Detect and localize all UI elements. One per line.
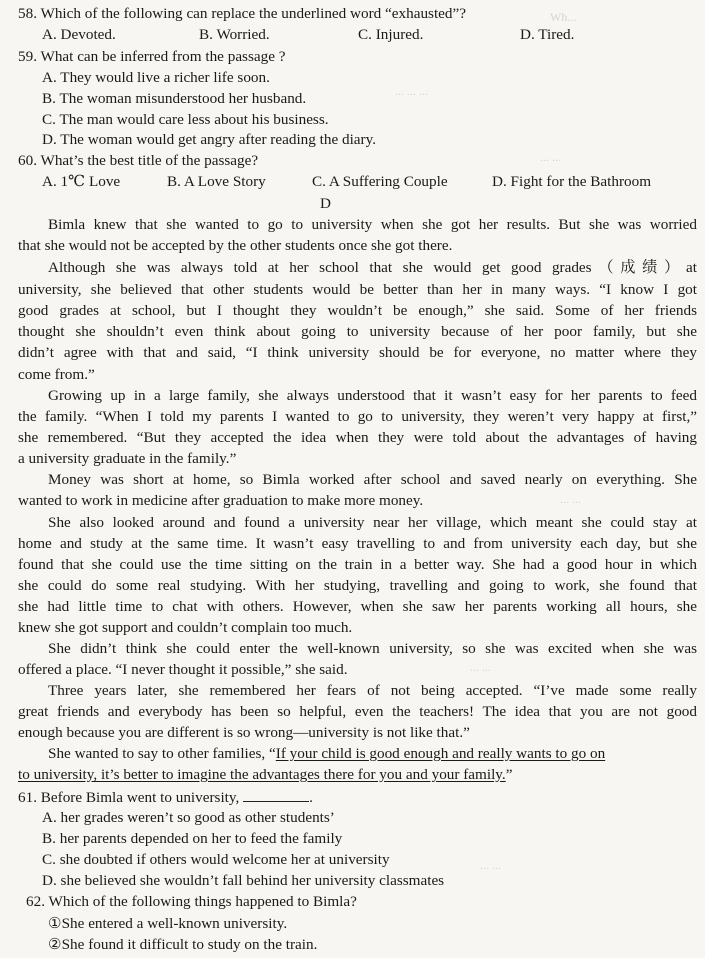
passage-last-intro: She wanted to say to other families, “	[48, 745, 276, 762]
passage-line-5: good grades at school, but I thought they wouldn’t be enough,” she said. Some of her friends	[18, 302, 697, 319]
passage-line-24: great friends and everybody has been so helpful, even the teachers! The idea that you are not good	[18, 703, 697, 720]
q62-stem: 62. Which of the following things happened to Bimla?	[26, 893, 357, 910]
passage-line-22: offered a place. “I never thought it possible,” she said.	[18, 661, 348, 678]
passage-line-17: found that she could use the time sitting on the train in a better way. She had a good hour in which	[18, 556, 697, 573]
passage-line-19: she had little time to chat with others. However, when she saw her parents working all hours, she	[18, 598, 697, 615]
q61-option-c[interactable]: C. she doubted if others would welcome her at university	[42, 851, 390, 868]
q58-option-b[interactable]: B. Worried.	[199, 26, 270, 43]
q61-option-d[interactable]: D. she believed she wouldn’t fall behind her university classmates	[42, 872, 445, 889]
q60-option-d[interactable]: D. Fight for the Bathroom	[492, 173, 652, 190]
passage-line-20: knew she got support and couldn’t complain too much.	[18, 619, 353, 636]
q59-option-c[interactable]: C. The man would care less about his business.	[42, 111, 329, 128]
passage-line-8: come from.”	[18, 366, 95, 383]
section-label: D	[320, 195, 331, 212]
q59-option-b[interactable]: B. The woman misunderstood her husband.	[42, 90, 307, 107]
q59-stem: 59. What can be inferred from the passage ?	[18, 48, 286, 65]
underlined-sentence-part-1: If your child is good enough and really wants to go on	[275, 745, 606, 762]
q62-item-2: ②She found it difficult to study on the train.	[48, 936, 318, 953]
q58-option-c[interactable]: C. Injured.	[358, 26, 424, 43]
passage-line-21: She didn’t think she could enter the well-known university, so she was excited when she was	[48, 640, 697, 657]
passage-line-26	[48, 744, 700, 764]
q60-option-a[interactable]: A. 1℃ Love	[42, 173, 121, 190]
q60-option-c[interactable]: C. A Suffering Couple	[312, 173, 448, 190]
passage-line-18: she could do some real studying. With her studying, travelling and going to work, she found that	[18, 577, 697, 594]
q61-option-a[interactable]: A. her grades weren’t so good as other students’	[42, 809, 335, 826]
q58-option-d[interactable]: D. Tired.	[520, 26, 575, 43]
q60-option-b[interactable]: B. A Love Story	[167, 173, 266, 190]
q59-option-d[interactable]: D. The woman would get angry after reading the diary.	[42, 131, 377, 148]
q61-stem-end: .	[309, 789, 313, 806]
passage-line-1: Bimla knew that she wanted to go to university when she got her results. But she was worried	[48, 216, 697, 233]
passage-line-16: home and study at the same time. It wasn’t easy travelling to and from university each day, but she	[18, 535, 697, 552]
q61-answer-blank[interactable]	[243, 787, 309, 802]
passage-line-10: the family. “When I told my parents I wanted to go to university, they weren’t very happy at first,”	[18, 408, 697, 425]
passage-line-3: Although she was always told at her school that she would get good grades（成绩）at	[48, 259, 697, 276]
passage-line-14: wanted to work in medicine after graduation to make more money.	[18, 492, 424, 509]
passage-line-4: university, she believed that other students would be better than her in many ways. “I know I got	[18, 281, 697, 298]
q59-option-a[interactable]: A. They would live a richer life soon.	[42, 69, 270, 86]
q60-stem: 60. What’s the best title of the passage?	[18, 152, 259, 169]
exam-page: Wh... ... ... ... ... ... ... ... ... ... ... ... 58. Which of the following can replace the underlined word “exhausted”? A. Devoted. B. Worried. C. Injured. D. Tired. 59. What can be inferred from the passage ? A. They would live a richer life soon. B. The woman misunderstood her husband. C. The man would care less about his business. D. The woman would get angry after reading the diary. 60. What’s the best title of the passage? A. 1℃ Love B. A Love Story C. A Suffering Couple D. Fight for the Bathroom D Bimla knew that she wanted to go to university when she got her results. But she was worried that she would not be accepted by the other students once she got there. Although she was always told at her school that she would get good grades（成绩）at university, she believed that other students would be better than her in many ways. “I know I got good grades at school, but I thought they wouldn’t be enough,” she said. Some of her friends thought she shouldn’t even think about going to university because of her poor family, but she didn’t agree with that and said, “I think university should be for everyone, no matter where they come from.” Growing up in a large family, she always understood that it wasn’t easy for her parents to feed the family. “When I told my parents I wanted to go to university, they weren’t very happy at first,” she remembered. “But they accepted the idea when they were told about the advantages of having a university graduate in the family.” Money was short at home, so Bimla worked after school and saved nearly on everything. She wanted to work in medicine after graduation to make more money. She also looked around and found a university near her village, which meant she could stay at home and study at the same time. It wasn’t easy travelling to and from university each day, but she found that she could use the time sitting on the train in a better way. She had a good hour in which she could do some real studying. With her studying, travelling and going to work, she found that she had little time to chat with others. However, when she saw her parents working all hours, she knew she got support and couldn’t complain too much. She didn’t think she could enter the well-known university, so she was excited when she was offered a place. “I never thought it possible,” she said. Three years later, she remembered her fears of not being accepted. “I’ve made some really great friends and everybody has been so helpful, even the teachers! The idea that you are not good enough because you are different is so wrong—university is not like that.” She wanted to say to other families, “If your child is good enough and really wants to go on to university, it’s better to imagine the advantages there for you and your family.” 61. Before Bimla went to university, . A. her grades weren’t so good as other students’ B. her parents depended on her to feed the family C. she doubted if others would welcome her at university D. she believed she wouldn’t fall behind her university classmates 62. Which of the following things happened to Bimla? ①She entered a well-known university. ②She found it difficult to study on the train.	[0, 0, 705, 958]
q61-stem	[18, 787, 313, 808]
passage-line-6: thought she shouldn’t even think about going to university because of her poor family, but she	[18, 323, 697, 340]
q62-item-1: ①She entered a well-known university.	[48, 915, 288, 932]
q58-option-a[interactable]: A. Devoted.	[42, 26, 116, 43]
q61-option-b[interactable]: B. her parents depended on her to feed the family	[42, 830, 343, 847]
passage-line-2: that she would not be accepted by the other students once she got there.	[18, 237, 453, 254]
passage-line-12: a university graduate in the family.”	[18, 450, 237, 467]
passage-last-close: ”	[505, 766, 513, 783]
q58-stem: 58. Which of the following can replace the underlined word “exhausted”?	[18, 5, 467, 22]
passage-line-15: She also looked around and found a university near her village, which meant she could stay at	[48, 514, 697, 531]
underlined-sentence-part-2: to university, it’s better to imagine the advantages there for you and your family.	[18, 766, 506, 783]
passage-line-9: Growing up in a large family, she always understood that it wasn’t easy for her parents to feed	[48, 387, 697, 404]
passage-line-25: enough because you are different is so wrong—university is not like that.”	[18, 724, 470, 741]
q61-stem-text: 61. Before Bimla went to university,	[18, 789, 240, 806]
passage-line-27	[18, 765, 512, 785]
passage-line-11: she remembered. “But they accepted the idea when they were told about the advantages of having	[18, 429, 697, 446]
passage-line-23: Three years later, she remembered her fears of not being accepted. “I’ve made some really	[48, 682, 697, 699]
passage-line-7: didn’t agree with that and said, “I think university should be for everyone, no matter where they	[18, 344, 697, 361]
passage-line-13: Money was short at home, so Bimla worked after school and saved nearly on everything. She	[48, 471, 697, 488]
